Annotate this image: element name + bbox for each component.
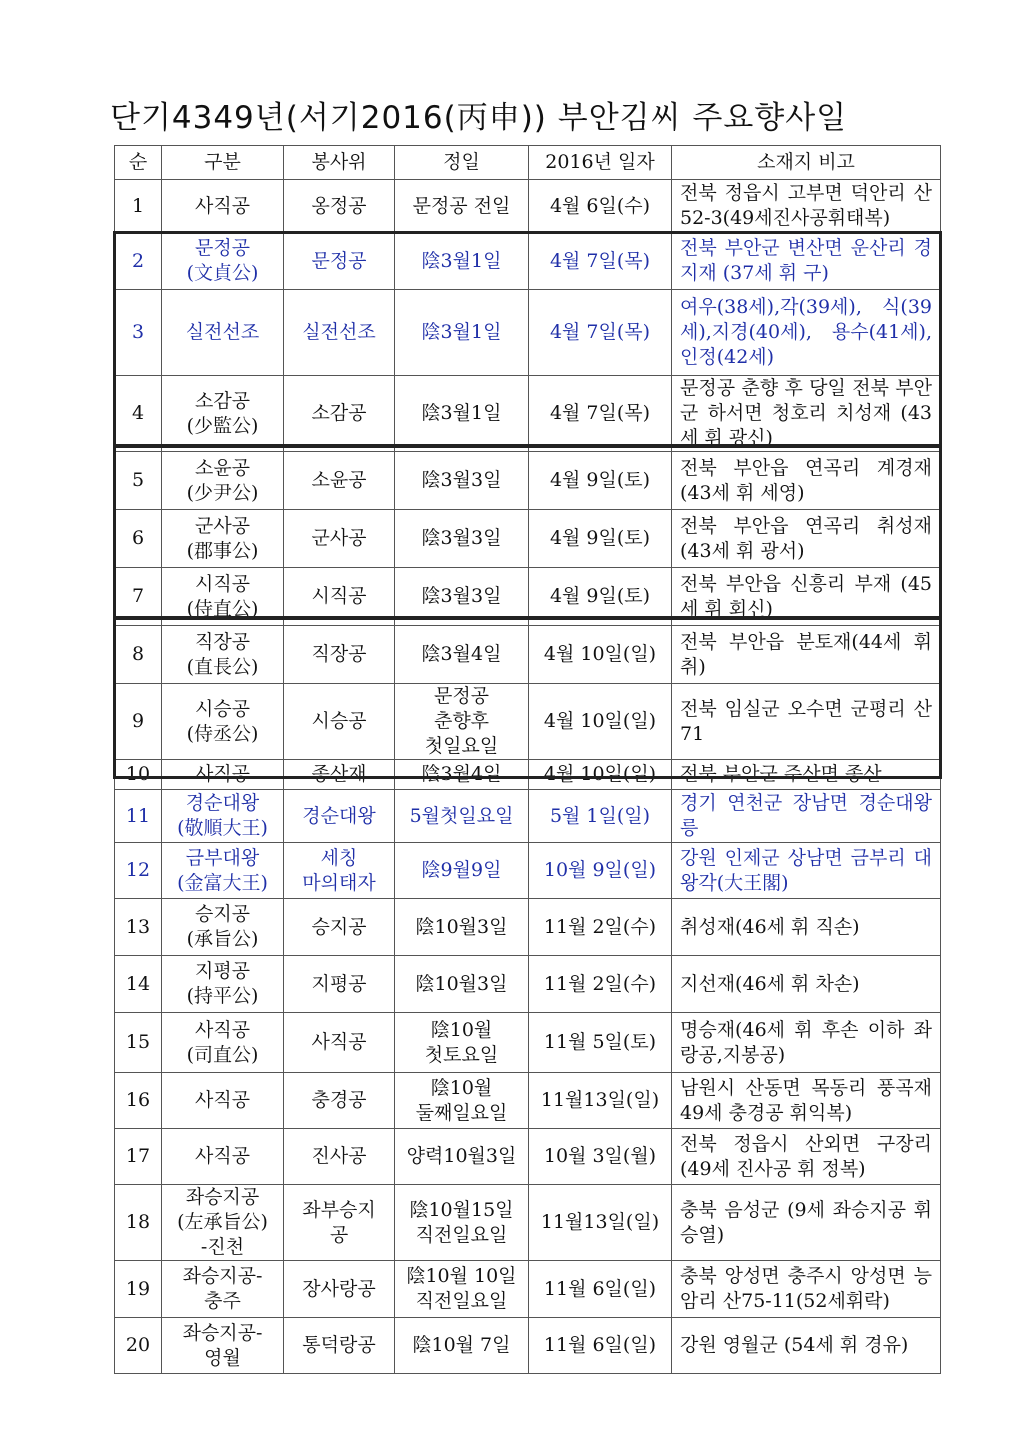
rite-day-cell — [395, 568, 529, 626]
category-cell-line: 사직공 — [194, 1145, 251, 1167]
honoree-cell-line: 옹정공 — [311, 194, 367, 217]
table-row — [115, 843, 941, 899]
row-number: 6 — [115, 510, 162, 568]
date-cell: 4월 7일(목) — [529, 376, 672, 452]
category-cell-line: (司直公) — [186, 1043, 259, 1066]
row-number: 14 — [115, 956, 162, 1013]
rite-day-cell-line: 첫토요일 — [424, 1043, 499, 1066]
rite-day-cell — [395, 1261, 529, 1318]
row-number: 7 — [115, 568, 162, 626]
rite-day-cell — [395, 760, 529, 790]
honoree-cell — [284, 1318, 395, 1374]
date-cell: 11월 5일(토) — [529, 1013, 672, 1073]
category-cell — [162, 1013, 284, 1073]
location-note-cell: 취성재(46세 휘 직손) — [672, 899, 941, 956]
rite-day-cell — [395, 1013, 529, 1073]
category-cell-line: 실전선조 — [185, 321, 260, 343]
row-number: 13 — [115, 899, 162, 956]
date-cell: 11월 6일(일) — [529, 1261, 672, 1318]
honoree-cell-line: 공 — [329, 1223, 349, 1246]
location-note-cell: 여우(38세),각(39세), 식(39세),지경(40세), 용수(41세),인정(42세) — [672, 290, 941, 376]
category-cell-line: (敬順大王) — [177, 817, 268, 839]
category-cell-line: 시승공 — [194, 697, 251, 720]
category-cell — [162, 684, 284, 760]
header-honoree: 봉사위 — [284, 146, 395, 180]
category-cell-line: (少尹公) — [186, 481, 259, 504]
row-number: 16 — [115, 1073, 162, 1129]
location-note-cell: 전북 부안읍 연곡리 계경재 (43세 휘 세영) — [672, 452, 941, 510]
header-rite-day: 정일 — [395, 146, 529, 180]
table-row — [115, 180, 941, 233]
honoree-cell-line: 문정공 — [311, 249, 367, 272]
table-row — [115, 233, 941, 290]
rite-day-cell-line: 陰10월3일 — [415, 915, 508, 938]
category-cell-line: 좌승지공 — [185, 1186, 260, 1208]
row-number: 12 — [115, 843, 162, 899]
date-cell: 4월 10일(일) — [529, 760, 672, 790]
category-cell-line: 군사공 — [194, 514, 251, 537]
category-cell-line: 문정공 — [194, 237, 251, 259]
category-cell — [162, 1073, 284, 1129]
honoree-cell-line: 통덕랑공 — [302, 1334, 376, 1356]
date-cell: 10월 9일(일) — [529, 843, 672, 899]
rite-day-cell-line: 陰10월 7일 — [412, 1334, 511, 1356]
category-cell-line: 좌승지공- — [182, 1321, 263, 1344]
category-cell — [162, 510, 284, 568]
honoree-cell-line: 직장공 — [311, 643, 367, 665]
honoree-cell — [284, 899, 395, 956]
honoree-cell-line: 좌부승지 — [302, 1198, 376, 1221]
table-row — [115, 760, 941, 790]
rite-day-cell — [395, 452, 529, 510]
category-cell-line: 좌승지공- — [182, 1265, 263, 1287]
honoree-cell — [284, 452, 395, 510]
rite-day-cell-line: 직전일요일 — [415, 1223, 508, 1246]
category-cell — [162, 376, 284, 452]
page-title: 단기4349년(서기2016(丙申)) 부안김씨 주요향사일 — [110, 100, 848, 136]
location-note-cell: 경기 연천군 장남면 경순대왕릉 — [672, 790, 941, 843]
rite-day-cell-line: 陰3월4일 — [421, 643, 502, 665]
date-cell: 4월 10일(일) — [529, 684, 672, 760]
table-row — [115, 899, 941, 956]
category-cell-line: (承旨公) — [186, 928, 259, 950]
rite-day-cell-line: 陰10월 10일 — [406, 1265, 517, 1287]
category-cell — [162, 290, 284, 376]
honoree-cell-line: 종산재 — [311, 763, 367, 785]
table-row — [115, 1013, 941, 1073]
category-cell — [162, 1185, 284, 1261]
table-body — [115, 180, 941, 1374]
category-cell — [162, 899, 284, 956]
row-number: 3 — [115, 290, 162, 376]
location-note-cell: 전북 정읍시 고부면 덕안리 산52-3(49세진사공휘태복) — [672, 180, 941, 233]
location-note-cell: 전북 정읍시 산외면 구장리 (49세 진사공 휘 정복) — [672, 1129, 941, 1185]
rite-day-cell — [395, 956, 529, 1013]
category-cell — [162, 568, 284, 626]
category-cell — [162, 1318, 284, 1374]
honoree-cell-line: 시승공 — [311, 710, 367, 732]
date-cell: 4월 9일(토) — [529, 452, 672, 510]
honoree-cell — [284, 1185, 395, 1261]
category-cell-line: 사직공 — [194, 1018, 251, 1041]
rite-day-cell — [395, 290, 529, 376]
category-cell-line: 승지공 — [194, 903, 251, 925]
date-cell: 11월13일(일) — [529, 1185, 672, 1261]
category-cell — [162, 956, 284, 1013]
date-cell: 11월13일(일) — [529, 1073, 672, 1129]
honoree-cell-line: 승지공 — [311, 915, 367, 938]
table-row — [115, 1073, 941, 1129]
category-cell-line: (左承旨公) — [177, 1211, 268, 1233]
table-row — [115, 790, 941, 843]
date-cell: 4월 9일(토) — [529, 510, 672, 568]
location-note-cell: 전북 부안군 주산면 종산 — [672, 760, 941, 790]
table-row — [115, 452, 941, 510]
table-row — [115, 290, 941, 376]
honoree-cell — [284, 568, 395, 626]
date-cell: 11월 6일(일) — [529, 1318, 672, 1374]
honoree-cell — [284, 760, 395, 790]
category-cell — [162, 452, 284, 510]
table-row — [115, 1261, 941, 1318]
category-cell-line: (文貞公) — [186, 262, 259, 284]
table-row — [115, 568, 941, 626]
header-category: 구분 — [162, 146, 284, 180]
row-number: 5 — [115, 452, 162, 510]
date-cell: 4월 9일(토) — [529, 568, 672, 626]
rite-day-cell-line: 문정공 전일 — [412, 194, 511, 217]
row-number: 15 — [115, 1013, 162, 1073]
location-note-cell: 문정공 춘향 후 당일 전북 부안군 하서면 청호리 치성재 (43세 휘 광신) — [672, 376, 941, 452]
rite-day-cell — [395, 899, 529, 956]
rite-day-cell-line: 양력10월3일 — [406, 1145, 517, 1167]
category-cell-line: (侍丞公) — [186, 722, 259, 745]
table-row — [115, 1185, 941, 1261]
rite-day-cell — [395, 233, 529, 290]
location-note-cell: 전북 부안읍 분토재(44세 휘 취) — [672, 626, 941, 684]
category-cell — [162, 843, 284, 899]
category-cell — [162, 1129, 284, 1185]
category-cell — [162, 760, 284, 790]
location-note-cell: 전북 임실군 오수면 군평리 산71 — [672, 684, 941, 760]
table-row — [115, 626, 941, 684]
honoree-cell-line: 사직공 — [311, 1031, 367, 1053]
table-row — [115, 1129, 941, 1185]
location-note-cell: 강원 인제군 상남면 금부리 대왕각(大王閣) — [672, 843, 941, 899]
category-cell-line: 금부대왕 — [185, 846, 260, 869]
date-cell: 11월 2일(수) — [529, 899, 672, 956]
rite-day-cell-line: 춘향후 — [433, 710, 490, 732]
honoree-cell-line: 실전선조 — [302, 321, 376, 343]
location-note-cell: 전북 부안읍 신흥리 부재 (45세 휘 회신) — [672, 568, 941, 626]
honoree-cell — [284, 1013, 395, 1073]
category-cell-line: 사직공 — [194, 194, 251, 217]
rite-day-cell — [395, 1185, 529, 1261]
rite-day-cell-line: 陰3월1일 — [421, 249, 502, 272]
rite-day-cell-line: 陰3월1일 — [421, 321, 502, 343]
honoree-cell — [284, 684, 395, 760]
category-cell — [162, 626, 284, 684]
rite-day-cell — [395, 684, 529, 760]
location-note-cell: 전북 부안읍 연곡리 취성재 (43세 휘 광서) — [672, 510, 941, 568]
category-cell-line: 충주 — [204, 1290, 241, 1312]
rite-day-cell-line: 직전일요일 — [415, 1290, 508, 1312]
honoree-cell-line: 지평공 — [311, 972, 367, 995]
rite-day-cell — [395, 1073, 529, 1129]
row-number: 2 — [115, 233, 162, 290]
category-cell-line: 경순대왕 — [185, 792, 260, 814]
category-cell-line: 시직공 — [194, 572, 251, 595]
row-number: 1 — [115, 180, 162, 233]
rite-day-cell-line: 陰3월3일 — [421, 469, 502, 491]
honoree-cell — [284, 376, 395, 452]
category-cell-line: 직장공 — [194, 630, 251, 653]
category-cell-line: 사직공 — [194, 763, 251, 785]
date-cell: 4월 7일(목) — [529, 233, 672, 290]
location-note-cell: 명승재(46세 휘 후손 이하 좌랑공,지봉공) — [672, 1013, 941, 1073]
rite-day-cell — [395, 180, 529, 233]
date-cell: 4월 7일(목) — [529, 290, 672, 376]
rite-day-cell-line: 陰3월3일 — [421, 585, 502, 607]
schedule-table — [114, 145, 941, 1374]
header-location-note: 소재지 비고 — [672, 146, 941, 180]
category-cell — [162, 790, 284, 843]
table-row — [115, 684, 941, 760]
honoree-cell-line: 소윤공 — [311, 469, 367, 491]
category-cell-line: 영월 — [204, 1346, 241, 1369]
rite-day-cell-line: 둘째일요일 — [415, 1101, 508, 1124]
honoree-cell — [284, 233, 395, 290]
honoree-cell — [284, 1261, 395, 1318]
date-cell: 4월 6일(수) — [529, 180, 672, 233]
category-cell-line: -진천 — [200, 1236, 245, 1258]
row-number: 17 — [115, 1129, 162, 1185]
category-cell-line: 소감공 — [194, 389, 251, 412]
rite-day-cell-line: 문정공 — [433, 685, 490, 707]
honoree-cell — [284, 626, 395, 684]
category-cell — [162, 233, 284, 290]
rite-day-cell-line: 陰3월1일 — [421, 402, 502, 424]
category-cell-line: 소윤공 — [194, 456, 251, 479]
date-cell: 10월 3일(월) — [529, 1129, 672, 1185]
honoree-cell-line: 시직공 — [311, 585, 367, 607]
header-no: 순 — [115, 146, 162, 180]
row-number: 20 — [115, 1318, 162, 1374]
honoree-cell — [284, 180, 395, 233]
row-number: 9 — [115, 684, 162, 760]
row-number: 8 — [115, 626, 162, 684]
rite-day-cell-line: 陰3월4일 — [421, 763, 502, 785]
honoree-cell-line: 마의태자 — [302, 871, 376, 894]
row-number: 4 — [115, 376, 162, 452]
honoree-cell — [284, 510, 395, 568]
honoree-cell — [284, 843, 395, 899]
row-number: 11 — [115, 790, 162, 843]
table-row — [115, 510, 941, 568]
location-note-cell: 전북 부안군 변산면 운산리 경지재 (37세 휘 구) — [672, 233, 941, 290]
honoree-cell-line: 군사공 — [311, 527, 367, 549]
date-cell: 4월 10일(일) — [529, 626, 672, 684]
rite-day-cell — [395, 790, 529, 843]
rite-day-cell-line: 陰10월 — [430, 1018, 493, 1041]
honoree-cell-line: 진사공 — [311, 1145, 367, 1167]
category-cell-line: (郡事公) — [186, 539, 259, 562]
table-row — [115, 956, 941, 1013]
category-cell-line: (金富大王) — [177, 871, 268, 894]
honoree-cell — [284, 290, 395, 376]
category-cell — [162, 180, 284, 233]
honoree-cell-line: 세칭 — [320, 846, 358, 869]
rite-day-cell-line: 5월첫일요일 — [409, 804, 514, 827]
header-row — [115, 146, 941, 180]
row-number: 19 — [115, 1261, 162, 1318]
rite-day-cell-line: 陰10월15일 — [409, 1198, 514, 1221]
honoree-cell — [284, 1073, 395, 1129]
honoree-cell — [284, 1129, 395, 1185]
honoree-cell-line: 경순대왕 — [302, 804, 376, 827]
category-cell-line: (侍直公) — [186, 597, 259, 620]
row-number: 18 — [115, 1185, 162, 1261]
location-note-cell: 강원 영월군 (54세 휘 경유) — [672, 1318, 941, 1374]
location-note-cell: 충북 음성군 (9세 좌승지공 휘 승열) — [672, 1185, 941, 1261]
honoree-cell-line: 충경공 — [311, 1089, 367, 1111]
location-note-cell: 충북 앙성면 충주시 앙성면 능암리 산75-11(52세휘락) — [672, 1261, 941, 1318]
honoree-cell — [284, 956, 395, 1013]
date-cell: 11월 2일(수) — [529, 956, 672, 1013]
rite-day-cell — [395, 1129, 529, 1185]
row-number: 10 — [115, 760, 162, 790]
category-cell-line: (持平公) — [186, 985, 259, 1007]
table-row — [115, 1318, 941, 1374]
location-note-cell: 지선재(46세 휘 차손) — [672, 956, 941, 1013]
category-cell-line: (少監公) — [186, 414, 259, 437]
date-cell: 5월 1일(일) — [529, 790, 672, 843]
rite-day-cell — [395, 626, 529, 684]
category-cell-line: (直長公) — [186, 655, 259, 678]
header-date: 2016년 일자 — [529, 146, 672, 180]
rite-day-cell-line: 陰9월9일 — [421, 859, 502, 881]
rite-day-cell — [395, 1318, 529, 1374]
honoree-cell-line: 소감공 — [311, 402, 367, 424]
category-cell — [162, 1261, 284, 1318]
rite-day-cell-line: 陰3월3일 — [421, 527, 502, 549]
rite-day-cell — [395, 376, 529, 452]
honoree-cell-line: 장사랑공 — [302, 1277, 376, 1300]
category-cell-line: 지평공 — [194, 960, 251, 982]
location-note-cell: 남원시 산동면 목동리 풍곡재 49세 충경공 휘익복) — [672, 1073, 941, 1129]
rite-day-cell-line: 陰10월 — [430, 1076, 493, 1099]
rite-day-cell — [395, 510, 529, 568]
category-cell-line: 사직공 — [194, 1089, 251, 1111]
rite-day-cell-line: 陰10월3일 — [415, 972, 508, 995]
table-row — [115, 376, 941, 452]
rite-day-cell-line: 첫일요일 — [424, 735, 499, 757]
rite-day-cell — [395, 843, 529, 899]
honoree-cell — [284, 790, 395, 843]
